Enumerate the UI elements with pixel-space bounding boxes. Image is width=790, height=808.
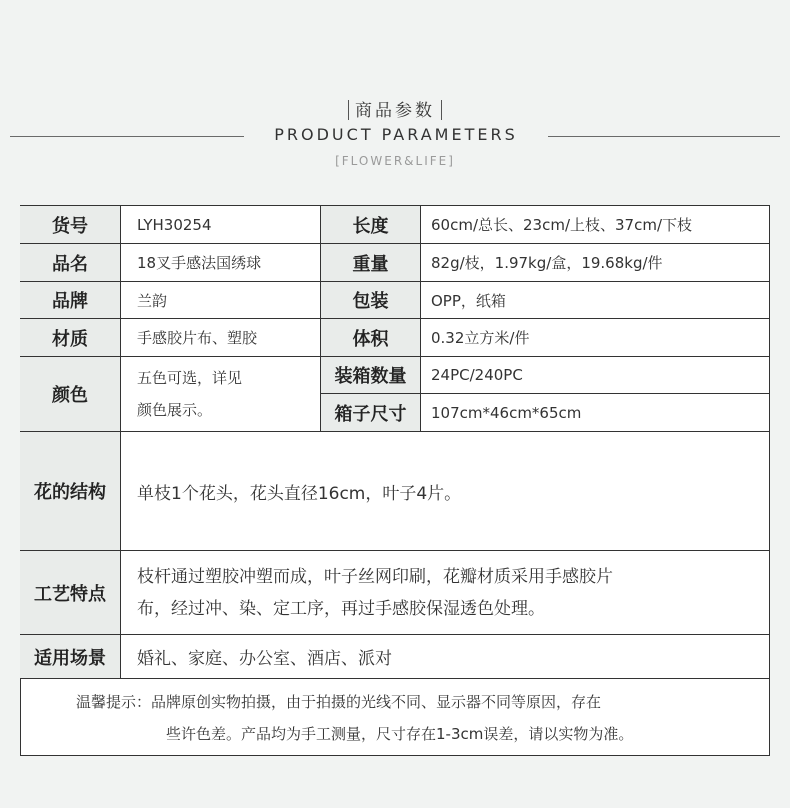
section-title-cn (0, 96, 790, 121)
scene-label: 适用场景 (20, 635, 121, 679)
volume-value: 0.32立方米/件 (421, 319, 770, 357)
length-value: 60cm/总长、23cm/上枝、37cm/下枝 (421, 206, 770, 244)
length-label: 长度 (321, 206, 421, 244)
section-title-en: PRODUCT PARAMETERS (274, 125, 518, 144)
color-value-line1: 五色可选，详见 (137, 369, 243, 387)
box-size-value: 107cm*46cm*65cm (421, 394, 770, 432)
box-qty-label: 装箱数量 (321, 357, 421, 394)
name-value: 18叉手感法国绣球 (121, 244, 321, 282)
package-label: 包装 (321, 282, 421, 319)
material-value: 手感胶片布、塑胶 (121, 319, 321, 357)
notice-box (20, 679, 770, 756)
box-qty-value: 24PC/240PC (421, 357, 770, 394)
structure-label: 花的结构 (20, 432, 121, 551)
item-no-label: 货号 (20, 206, 121, 244)
item-no-value: LYH30254 (121, 206, 321, 244)
color-label: 颜色 (20, 357, 121, 432)
craft-value (121, 551, 770, 635)
title-bar-right (441, 100, 442, 120)
divider-left (10, 136, 244, 137)
box-size-label: 箱子尺寸 (321, 394, 421, 432)
package-value: OPP，纸箱 (421, 282, 770, 319)
color-value (121, 357, 321, 432)
volume-label: 体积 (321, 319, 421, 357)
craft-label: 工艺特点 (20, 551, 121, 635)
weight-value: 82g/枝，1.97kg/盒，19.68kg/件 (421, 244, 770, 282)
scene-value: 婚礼、家庭、办公室、酒店、派对 (121, 635, 770, 679)
name-label: 品名 (20, 244, 121, 282)
craft-value-line1: 枝杆通过塑胶冲塑而成，叶子丝网印刷，花瓣材质采用手感胶片 (137, 566, 613, 587)
notice-line1: 温馨提示：品牌原创实物拍摄，由于拍摄的光线不同、显示器不同等原因，存在 (76, 693, 602, 711)
weight-label: 重量 (321, 244, 421, 282)
material-label: 材质 (20, 319, 121, 357)
color-value-line2: 颜色展示。 (137, 401, 213, 419)
brand-value: 兰韵 (121, 282, 321, 319)
title-cn-text: 商品参数 (355, 101, 435, 121)
brand-label: 品牌 (20, 282, 121, 319)
craft-value-line2: 布，经过冲、染、定工序，再过手感胶保湿透色处理。 (137, 598, 545, 619)
notice-line2: 些许色差。产品均为手工测量，尺寸存在1-3cm误差，请以实物为准。 (166, 725, 634, 743)
section-subtitle: [FLOWER&LIFE] (335, 154, 455, 168)
divider-right (548, 136, 780, 137)
title-bar-left (348, 100, 349, 120)
section-header (0, 0, 790, 190)
structure-value: 单枝1个花头，花头直径16cm，叶子4片。 (121, 432, 770, 551)
